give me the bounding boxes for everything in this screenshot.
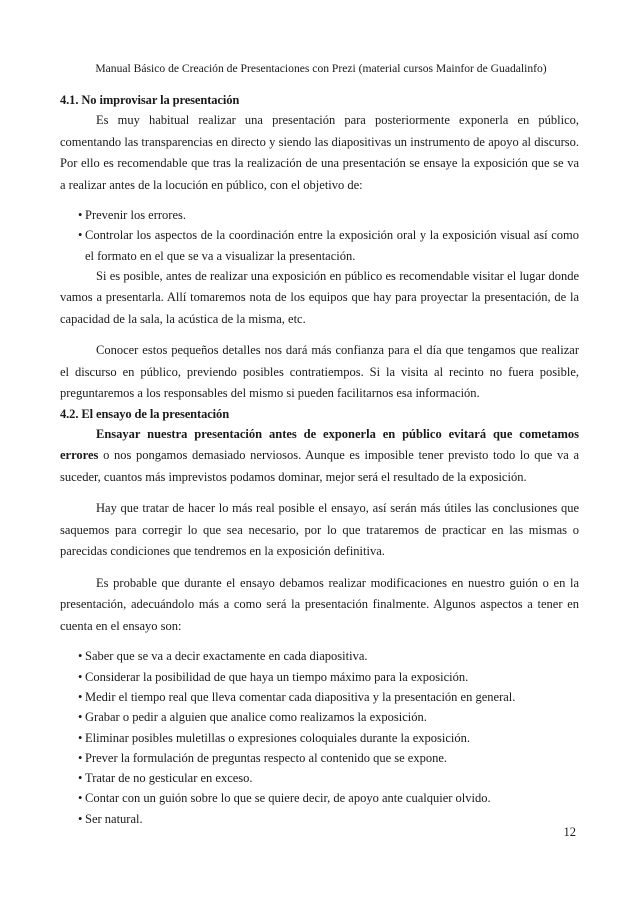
paragraph: Es muy habitual realizar una presentación para posteriormente exponerla en público, comentando las transparencias en directo y siendo las diapositivas un instrumento de apoyo al discurso. Por ello es recomendable que tras la realización de una presentación se ensaye la exposición que se va a realizar antes de la locución en público, con el objetivo de: xyxy=(60,113,579,192)
paragraph: Hay que tratar de hacer lo más real posible el ensayo, así serán más útiles las conclusiones que saquemos para corregir lo que sea necesario, por lo que trataremos de practicar en las mismas o parecidas condiciones que tendremos en la exposición definitiva. xyxy=(60,501,579,559)
list-item: • Prever la formulación de preguntas respecto al contenido que se expone. xyxy=(78,748,579,768)
list-item: • Considerar la posibilidad de que haya un tiempo máximo para la exposición. xyxy=(78,667,579,687)
paragraph xyxy=(60,424,579,489)
section-heading-4-1: 4.1. No improvisar la presentación xyxy=(60,93,240,107)
list-item: • Saber que se va a decir exactamente en cada diapositiva. xyxy=(78,646,579,666)
page-body xyxy=(60,91,579,835)
section-heading-4-2: 4.2. El ensayo de la presentación xyxy=(60,406,230,421)
page-number: 12 xyxy=(563,825,576,839)
bullet-list xyxy=(60,646,579,829)
list-item: • Controlar los aspectos de la coordinación entre la exposición oral y la exposición visual así como el formato en el que se va a visualizar la presentación. xyxy=(78,225,579,266)
running-header: Manual Básico de Creación de Presentaciones con Prezi (material cursos Mainfor de Guadalinfo) xyxy=(95,62,547,75)
paragraph-text: o nos pongamos demasiado nerviosos. Aunque es imposible tener previsto todo lo que va a suceder, cuantos más imprevistos podamos dominar, mejor será el resultado de la exposición. xyxy=(60,448,579,484)
paragraph: Conocer estos pequeños detalles nos dará más confianza para el día que tengamos que realizar el discurso en público, previendo posibles contratiempos. Si la visita al recinto no fuera posible, preguntaremos a los responsables del mismo si pueden facilitarnos esa información. xyxy=(60,343,579,401)
bullet-list xyxy=(60,205,579,266)
list-item: • Prevenir los errores. xyxy=(78,205,579,225)
emphasized-text: Ensayar nuestra presentación antes de exponerla en público evitará que cometamos errores xyxy=(60,426,579,463)
list-item: • Contar con un guión sobre lo que se quiere decir, de apoyo ante cualquier olvido. xyxy=(78,788,579,808)
paragraph: Si es posible, antes de realizar una exposición en público es recomendable visitar el lugar donde vamos a presentarla. Allí tomaremos nota de los equipos que hay para proyectar la presentación, de la capacidad de la sala, la acústica de la misma, etc. xyxy=(60,268,579,326)
list-item: • Ser natural. xyxy=(78,809,579,829)
list-item: • Grabar o pedir a alguien que analice como realizamos la exposición. xyxy=(78,707,579,727)
list-item: • Tratar de no gesticular en exceso. xyxy=(78,768,579,788)
paragraph: Es probable que durante el ensayo debamos realizar modificaciones en nuestro guión o en la presentación, adecuándolo más a como será la presentación finalmente. Algunos aspectos a tener en cuenta en el ensayo son: xyxy=(60,575,579,633)
list-item: • Eliminar posibles muletillas o expresiones coloquiales durante la exposición. xyxy=(78,728,579,748)
list-item: • Medir el tiempo real que lleva comentar cada diapositiva y la presentación en general. xyxy=(78,687,579,707)
